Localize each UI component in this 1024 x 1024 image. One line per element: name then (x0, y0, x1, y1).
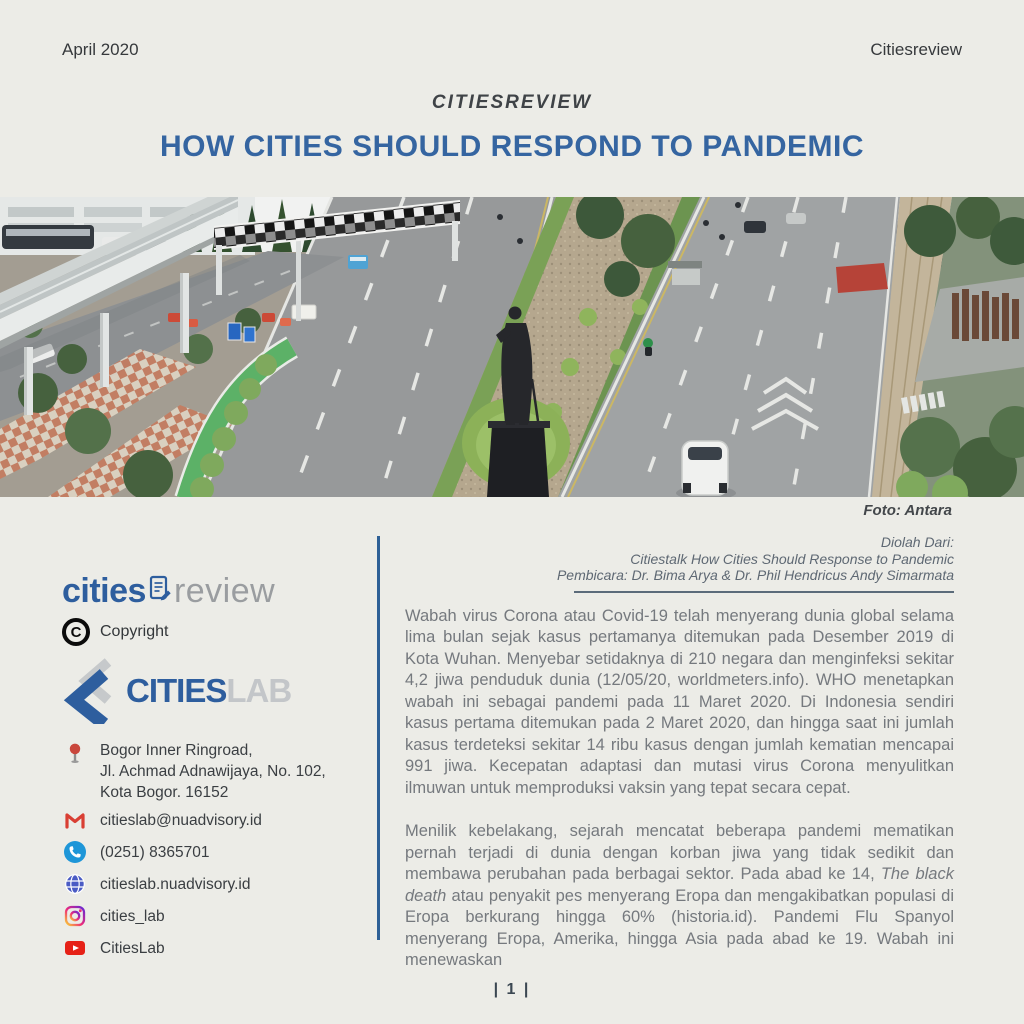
chevron-logo-icon (62, 654, 118, 729)
contact-instagram[interactable] (62, 900, 357, 932)
contact-website[interactable] (62, 868, 357, 900)
article-paragraph-1: Wabah virus Corona atau Covid-19 telah menyerang dunia global selama lima bulan sejak kasus pertamanya ditemukan pada Desember 2019 di Kota Wuhan. Menyebar setidaknya di 210 negara dan menginfeksi sekitar 4,2 jiwa penduduk dunia (12/05/20, worldmeters.info). WHO menetapkan wabah ini sebagai pandemi pada 11 Maret 2020. Di Indonesia sendiri kasus pertama ditemukan pada 2 Maret 2020, dan hingga saat ini jumlah kasus terdeteksi sekitar 14 ribu kasus dengan jumlah kematian mencapai 991 jiwa. Kecepatan adaptasi dan mutasi virus Corona menyulitkan ilmuwan untuk memproduksi vaksin yang tepat secara cepat. (405, 606, 954, 797)
contact-email[interactable] (62, 804, 357, 836)
italic-phrase: The black death (405, 865, 954, 905)
copyright-row (62, 618, 357, 646)
instagram-icon (62, 903, 88, 929)
section-kicker: CITIESREVIEW (431, 92, 593, 113)
byline-line: Diolah Dari: (880, 534, 954, 550)
column-divider (377, 536, 380, 940)
street-photo-illustration (0, 197, 1024, 497)
document-pencil-icon (148, 575, 172, 607)
globe-icon (62, 871, 88, 897)
publication-name: Citiesreview (870, 40, 962, 59)
byline-line: Pembicara: Dr. Bima Arya & Dr. Phil Hendricus Andy Simarmata (556, 567, 954, 583)
hero-photo (0, 197, 1024, 497)
contact-phone[interactable] (62, 836, 357, 868)
logo-lab-cities-text: CITIES (126, 672, 227, 709)
citiesreview-logo (62, 574, 357, 608)
instagram-text: cities_lab (100, 907, 165, 925)
copyright-icon: C (62, 618, 90, 646)
youtube-text: CitiesLab (100, 939, 165, 957)
byline-rule (574, 591, 954, 593)
website-text: citieslab.nuadvisory.id (100, 875, 251, 893)
email-text: citieslab@nuadvisory.id (100, 811, 262, 829)
citieslab-logo (62, 656, 357, 726)
map-pin-icon (62, 740, 88, 766)
phone-icon (62, 839, 88, 865)
article-column (405, 534, 954, 972)
copyright-label: Copyright (100, 623, 169, 640)
article-paragraph-2: Menilik kebelakang, sejarah mencatat beberapa pandemi mematikan pernah terjadi di dunia dengan korban jiwa yang tidak sedikit dan membawa perubahan pada berbagai sektor. Pada abad ke 14, The black death atau penyakit pes menyerang Eropa dan mengakibatkan populasi di Eropa berkurang hingga 60% (historia.id). Pandemi Flu Spanyol menyerang Eropa, Amerika, hingga Asia pada abad ke 19. Wabah ini menewaskan (405, 822, 954, 969)
youtube-icon (62, 935, 88, 961)
address-text: Bogor Inner Ringroad, Jl. Achmad Adnawijaya, No. 102, Kota Bogor. 16152 (100, 742, 326, 801)
contact-address (62, 740, 357, 804)
logo-lab-lab-text: LAB (226, 672, 292, 709)
byline-line: Citiestalk How Cities Should Response to Pandemic (630, 550, 954, 567)
contact-youtube[interactable] (62, 932, 357, 964)
contact-list (62, 740, 357, 964)
photo-credit: Foto: Antara (863, 502, 952, 519)
sidebar (62, 574, 357, 964)
page-title: HOW CITIES SHOULD RESPOND TO PANDEMIC (159, 130, 865, 163)
logo-review-text: review (173, 572, 276, 610)
gmail-icon (62, 807, 88, 833)
logo-cities-text: cities (62, 572, 146, 610)
issue-date: April 2020 (62, 40, 139, 59)
page-number: | 1 | (493, 981, 531, 998)
article-byline (405, 534, 954, 584)
phone-text: (0251) 8365701 (100, 843, 210, 861)
